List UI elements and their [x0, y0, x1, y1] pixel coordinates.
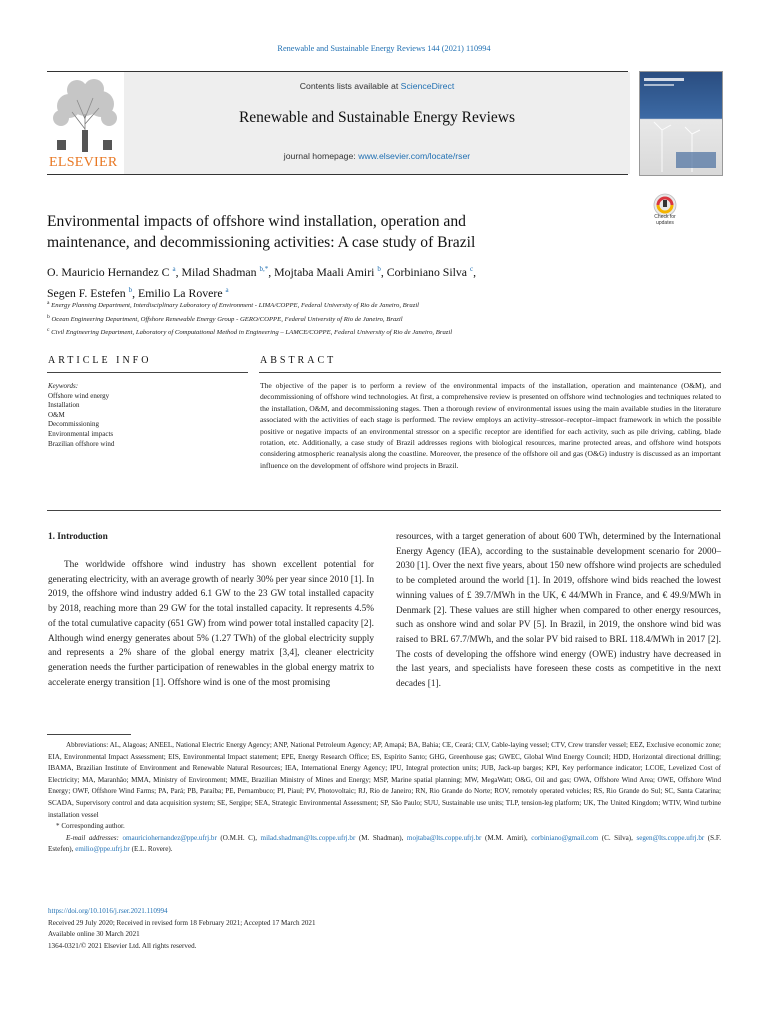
author-affiliation-sup[interactable]: b: [377, 265, 381, 273]
email-link[interactable]: mojtaba@lts.coppe.ufrj.br: [406, 833, 482, 842]
keyword-item: Brazilian offshore wind: [48, 439, 115, 448]
abbreviations-footnote: Abbreviations: AL, Alagoas; ANEEL, National Electric Energy Agency; ANP, National Petroleum Agency; AP, Amapá; BA, Bahia; CE, Ceará; CLV, Cable-laying vessel; CTV, Crew transfer vessel; EEZ, Exclusive economic zone; EIA, Environmental Impact Assessment; EIS, Environmental Impact statement; EPE, Energy Research Office; ES, Espírito Santo; GHG, Greenhouse gas; GWEC, Global Wind Energy Council; HDD, Horizontal directional drilling; IBAMA, Brazilian Institute of Environment and Renewable Natural Resources; IEA, International Energy Agency; IPU, Integral protection units; JUB, Jack-up barges; KPI, Key performance indicator; LCOE, Levelized Cost of Electricity; MA, Maranhão; MMA, Ministry of Environment; MME, Brazilian Ministry of Mines and Energy; MSP, Marine spatial planning; MW, MegaWatt; O&G, Oil and gas; OWA, Offshore Wind Area; OWE, Offshore Wind Energy; OWF, Offshore Wind Farms; PA, Pará; PB, Paraíba; PE, Pernambuco; PI, Piauí; PV, Photovoltaic; RJ, Rio de Janeiro; RN, Rio Grande do Norte; ROV, remotely operated vehicles; RS, Rio Grande do Sul; SC, Santa Catarina; SCADA, Supervisory control and data acquisition system; SE, Sergipe; SEA, Strategic Environmental Assessment; SP, São Paulo; SUU, Sustainable use units; TLP, tension-leg platform; UK, The United Kingdom; WTIV, Wind turbine installation vessel: [48, 741, 721, 819]
affiliation-label: c: [47, 327, 50, 334]
email-link[interactable]: omauriciohernandez@ppe.ufrj.br: [122, 833, 217, 842]
author-list: [47, 260, 647, 302]
abstract-heading: ABSTRACT: [260, 355, 337, 366]
email-owner: (O.M.H. C): [220, 833, 256, 842]
check-for-updates-badge[interactable]: [648, 192, 682, 232]
email-link[interactable]: corbiniano@gmail.com: [531, 833, 599, 842]
affiliation-label: b: [47, 313, 50, 320]
author-name: Corbiniano Silva: [386, 264, 468, 279]
check-updates-label: Check for updates: [654, 214, 676, 226]
authors-line-2: Segen F. Estefen $^b$, Emilio La Rovere $^a$: [47, 285, 229, 300]
affiliation-text: Ocean Engineering Department, Offshore Renewable Energy Group - GERO/COPPE, Federal University of Rio de Janeiro, Brazil: [51, 315, 403, 323]
keyword-item: Environmental impacts: [48, 429, 114, 438]
corresponding-author-note: * Corresponding author.: [56, 822, 125, 831]
author-affiliation-sup[interactable]: a: [225, 285, 229, 294]
running-head[interactable]: Renewable and Sustainable Energy Reviews 144 (2021) 110994: [277, 44, 491, 53]
author-name: Emilio La Rovere: [138, 285, 223, 300]
keyword-item: Offshore wind energy: [48, 391, 110, 400]
sciencedirect-link[interactable]: ScienceDirect: [400, 81, 455, 91]
author-name: O. Mauricio Hernandez C: [47, 264, 170, 279]
article-info-heading: ARTICLE INFO: [48, 355, 152, 366]
keyword-item: O&M: [48, 410, 65, 419]
affiliation-label: a: [47, 300, 50, 306]
abstract-text: The objective of the paper is to perform a review of the environmental impacts of the installation, operation and maintenance (O&M), and decommissioning of offshore wind technologies. At first, a comprehensive review is presented on offshore wind technologies and techniques related to the installation, O&M, and decommissioning stages. Then a thorough review of environmental issues using the main available studies in the literature associated with the activities of each stage is performed. The review employs an activity–stressor–receptor–impact framework in which the possible positive or negative impacts of an environmental stressor on a specific receptor are identified for each activity, such as pile driving, cabling, blade rotation, etc. Additionally, a case study of Brazil addresses regions with biological resources, marine protected areas, and offshore wind hotspots considering atmospheric reanalysis along the coastline. Moreover, the presence of the offshore oil and gas (O&G) industry is discussed as an important influence on the development of offshore wind projects in Brazil.: [260, 381, 721, 470]
affiliation-text: Civil Engineering Department, Laboratory of Computational Method in Engineering – LAMCE/COPPE, Federal University of Rio de Janeiro, Brazil: [51, 329, 453, 337]
keyword-item: Decommissioning: [48, 420, 99, 429]
email-owner: (C. Silva): [601, 833, 632, 842]
masthead-panel: [124, 72, 630, 174]
email-owner: (M.M. Amiri): [484, 833, 526, 842]
elsevier-wordmark: ELSEVIER: [49, 155, 118, 170]
journal-cover-image: [639, 71, 723, 176]
author-name: Milad Shadman: [181, 264, 257, 279]
homepage-line: [124, 151, 630, 161]
authors-line-1: O. Mauricio Hernandez C $^a$, Milad Shadman $^{b,*}$, Mojtaba Maali Amiri $^b$, Corbiniano Silva $^c$,: [47, 264, 477, 279]
paper-title: [47, 211, 607, 253]
available-online: Available online 30 March 2021: [48, 930, 140, 938]
affiliation-item: [47, 312, 647, 326]
email-owner: (M. Shadman): [358, 833, 402, 842]
title-line-1: Environmental impacts of offshore wind installation, operation and: [47, 213, 466, 230]
keyword-item: Installation: [48, 401, 80, 410]
article-info-rule: [47, 372, 248, 373]
intro-left-column: The worldwide offshore wind industry has shown excellent potential for generating electricity, with an average growth of nearly 30% per year since 2010 [1]. In 2019, the offshore wind industry added 6.1 GW to the 23 GW total installed capacity by 2018, reaching more than 29 GW for the total installed capacity. It represents 4.5% of the total cumulative capacity (651 GW) from wind power total installed capacity [2]. Although wind energy generates about 5% (1.27 TWh) of the global electricity supply and represents a 2% share of the global energy matrix [3,4], cleaner electricity generation needs the further participation of renewables in the global energy matrix to accelerate energy transition [1]. Offshore wind is one of the most promising: [48, 560, 374, 688]
intro-right-column: resources, with a target generation of about 600 TWh, determined by the International Energy Agency (IEA), according to the sustainable development scenario for 2000–2030 [1]. Over the next five years, about 150 new offshore wind projects are scheduled to be completed around the world [1]. In 2019, offshore wind bids reached the lowest winning values of £ 39.7/MWh in the UK, € 44/MWh in France, and € 49.9/MWh in Denmark [2]. These values are still higher when compared to other energy resources, such as onshore wind and solar PV [5]. In Brazil, in 2019, the onshore wind bid was raised to BRL 67.7/MWh, and the solar PV bid raised to BRL 118.4/MWh in 2017 [2]. The costs of developing the offshore wind energy (OWE) industry have decreased in the last years, and specialists have foreseen these costs as competitive in the next decades [1].: [396, 532, 721, 690]
email-owner: (S.F. Estefen): [48, 833, 721, 854]
abstract-bottom-rule: [47, 510, 721, 511]
keywords-block: [48, 382, 248, 449]
author-affiliation-sup[interactable]: a: [172, 265, 176, 273]
email-link[interactable]: milad.shadman@lts.coppe.ufrj.br: [260, 833, 356, 842]
introduction-heading: 1. Introduction: [48, 532, 108, 542]
email-addresses: E-mail addresses: omauriciohernandez@ppe.ufrj.br (O.M.H. C), milad.shadman@lts.coppe.ufrj.br (M. Shadman), mojtaba@lts.coppe.ufrj.br (M.M. Amiri), corbiniano@gmail.com (C. Silva), segen@lts.coppe.ufrj.br (S.F. Estefen), emilio@ppe.ufrj.br (E.L. Rovere).: [48, 833, 721, 854]
contents-prefix: Contents lists available at: [299, 81, 401, 91]
author-affiliation-sup[interactable]: c: [470, 265, 474, 273]
journal-title: Renewable and Sustainable Energy Reviews: [238, 109, 516, 126]
author-affiliation-sup[interactable]: b: [128, 285, 133, 294]
affiliations: [47, 298, 647, 339]
email-link[interactable]: emilio@ppe.ufrj.br: [75, 845, 130, 854]
elsevier-tree-logo: [47, 74, 125, 170]
abstract-rule: [259, 372, 721, 373]
article-meta: [48, 906, 648, 952]
check-updates-icon: [648, 192, 682, 232]
footnotes: [48, 740, 721, 856]
affiliation-text: Energy Planning Department, Interdisciplinary Laboratory of Environment - LIMA/COPPE, Federal University of Rio de Janeiro, Brazil: [51, 302, 420, 310]
emails-label: E-mail addresses:: [66, 833, 119, 842]
email-owner: (E.L. Rovere).: [131, 845, 173, 854]
keywords-label: Keywords:: [48, 382, 79, 390]
homepage-link[interactable]: www.elsevier.com/locate/rser: [358, 151, 471, 161]
footnote-rule: [47, 734, 131, 735]
affiliation-item: [47, 325, 647, 339]
author-name: Segen F. Estefen: [47, 285, 126, 300]
copyright: 1364-0321/© 2021 Elsevier Ltd. All rights reserved.: [48, 941, 197, 950]
author-name: Mojtaba Maali Amiri: [274, 264, 375, 279]
journal-masthead: [47, 71, 628, 175]
received-dates: Received 29 July 2020; Received in revised form 18 February 2021; Accepted 17 March 2021: [48, 918, 316, 927]
contents-line: [124, 81, 630, 91]
homepage-prefix: journal homepage:: [283, 151, 359, 161]
title-line-2: maintenance, and decommissioning activities: A case study of Brazil: [47, 234, 476, 251]
affiliation-item: [47, 298, 647, 312]
doi-link[interactable]: https://doi.org/10.1016/j.rser.2021.110994: [48, 907, 168, 915]
author-affiliation-sup[interactable]: b,*: [259, 265, 269, 273]
email-link[interactable]: segen@lts.coppe.ufrj.br: [636, 833, 705, 842]
